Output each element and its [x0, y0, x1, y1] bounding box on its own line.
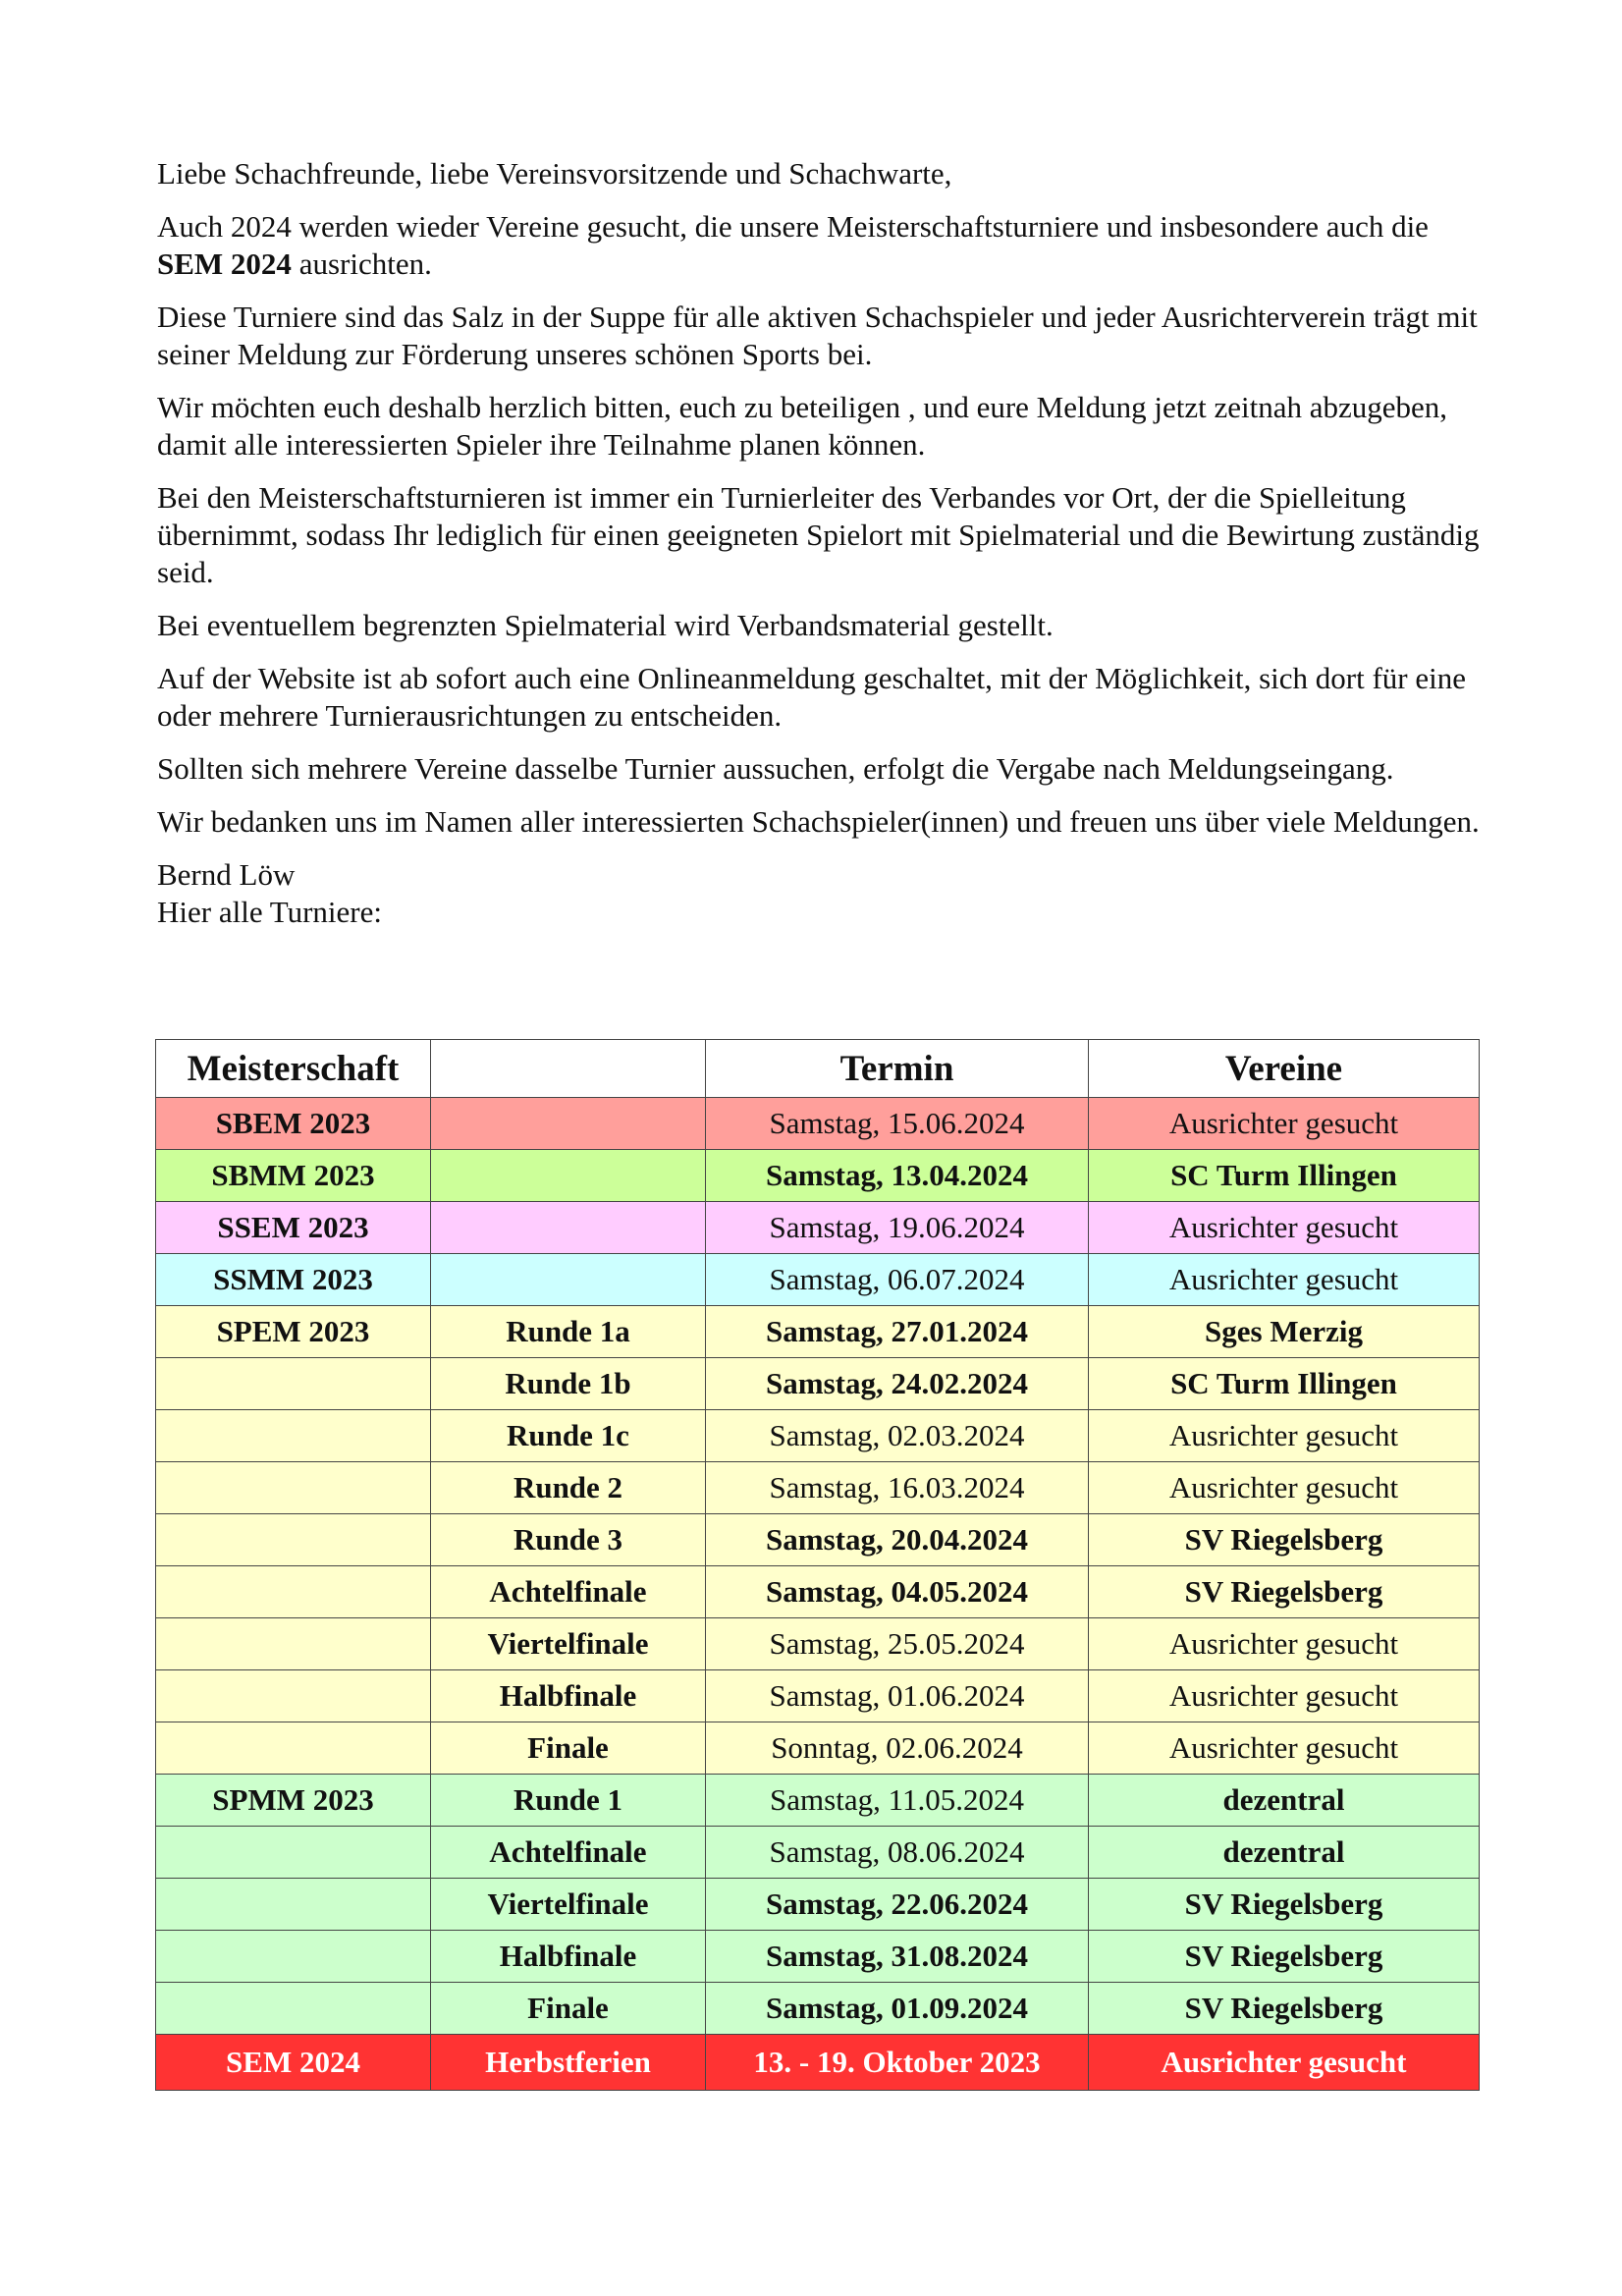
- paragraph-1-bold: SEM 2024: [157, 246, 292, 281]
- table-row: [156, 1358, 1480, 1410]
- table-row: [156, 1618, 1480, 1670]
- cell-runde: Runde 3: [431, 1514, 706, 1566]
- table-row: [156, 1775, 1480, 1827]
- cell-meisterschaft: [156, 1983, 431, 2035]
- cell-termin: Samstag, 31.08.2024: [706, 1931, 1089, 1983]
- cell-verein: Sges Merzig: [1089, 1306, 1480, 1358]
- table-row: [156, 1202, 1480, 1254]
- table-row-highlight: [156, 2035, 1480, 2091]
- cell-verein: SV Riegelsberg: [1089, 1566, 1480, 1618]
- paragraph-1: [157, 208, 1492, 283]
- cell-verein: SV Riegelsberg: [1089, 1931, 1480, 1983]
- cell-runde: [431, 1254, 706, 1306]
- paragraph-5: Bei eventuellem begrenzten Spielmaterial wird Verbandsmaterial gestellt.: [157, 608, 1054, 642]
- cell-termin: Sonntag, 02.06.2024: [706, 1722, 1089, 1775]
- paragraph-1-end: ausrichten.: [291, 246, 432, 281]
- cell-runde: Finale: [431, 1722, 706, 1775]
- cell-verein: Ausrichter gesucht: [1089, 1618, 1480, 1670]
- cell-runde: Achtelfinale: [431, 1827, 706, 1879]
- cell-meisterschaft: [156, 1931, 431, 1983]
- table-row: [156, 1254, 1480, 1306]
- cell-meisterschaft: [156, 1618, 431, 1670]
- cell-termin: Samstag, 16.03.2024: [706, 1462, 1089, 1514]
- letter-body: [157, 155, 1492, 931]
- cell-runde: Finale: [431, 1983, 706, 2035]
- header-vereine: Vereine: [1089, 1040, 1480, 1098]
- cell-runde: Viertelfinale: [431, 1879, 706, 1931]
- cell-verein: SV Riegelsberg: [1089, 1879, 1480, 1931]
- cell-termin: Samstag, 01.09.2024: [706, 1983, 1089, 2035]
- cell-verein: Ausrichter gesucht: [1089, 1722, 1480, 1775]
- table-row: [156, 1410, 1480, 1462]
- cell-verein: Ausrichter gesucht: [1089, 1670, 1480, 1722]
- table-row: [156, 1983, 1480, 2035]
- table-row: [156, 1514, 1480, 1566]
- cell-meisterschaft: [156, 1722, 431, 1775]
- table-row: [156, 1098, 1480, 1150]
- cell-termin: Samstag, 24.02.2024: [706, 1358, 1089, 1410]
- cell-termin: Samstag, 11.05.2024: [706, 1775, 1089, 1827]
- cell-meisterschaft: [156, 1827, 431, 1879]
- cell-meisterschaft: [156, 1566, 431, 1618]
- table-row: [156, 1566, 1480, 1618]
- cell-meisterschaft: SBMM 2023: [156, 1150, 431, 1202]
- table-body: [156, 1098, 1480, 2091]
- cell-termin: Samstag, 20.04.2024: [706, 1514, 1089, 1566]
- table-row: [156, 1722, 1480, 1775]
- table-row: [156, 1827, 1480, 1879]
- cell-verein: dezentral: [1089, 1775, 1480, 1827]
- cell-termin: Samstag, 15.06.2024: [706, 1098, 1089, 1150]
- table-intro: Hier alle Turniere:: [157, 895, 383, 929]
- paragraph-3: Wir möchten euch deshalb herzlich bitten, euch zu beteiligen , und eure Meldung jetzt zeitnah abzugeben, damit alle interessierten Spieler ihre Teilnahme planen können.: [157, 390, 1448, 462]
- cell-meisterschaft: [156, 1514, 431, 1566]
- cell-runde: Runde 1b: [431, 1358, 706, 1410]
- table-row: [156, 1670, 1480, 1722]
- cell-runde: Herbstferien: [431, 2035, 706, 2091]
- cell-meisterschaft: SBEM 2023: [156, 1098, 431, 1150]
- cell-meisterschaft: SEM 2024: [156, 2035, 431, 2091]
- cell-runde: [431, 1098, 706, 1150]
- paragraph-1-start: Auch 2024 werden wieder Vereine gesucht, die unsere Meisterschaftsturniere und insbesondere auch die: [157, 209, 1429, 244]
- cell-termin: Samstag, 04.05.2024: [706, 1566, 1089, 1618]
- cell-runde: Halbfinale: [431, 1670, 706, 1722]
- paragraph-2: Diese Turniere sind das Salz in der Suppe für alle aktiven Schachspieler und jeder Ausrichterverein trägt mit seiner Meldung zur Förderung unseres schönen Sports bei.: [157, 300, 1478, 371]
- cell-meisterschaft: [156, 1410, 431, 1462]
- table-row: [156, 1462, 1480, 1514]
- cell-termin: Samstag, 06.07.2024: [706, 1254, 1089, 1306]
- cell-meisterschaft: [156, 1358, 431, 1410]
- cell-meisterschaft: [156, 1879, 431, 1931]
- cell-verein: Ausrichter gesucht: [1089, 1254, 1480, 1306]
- cell-runde: Achtelfinale: [431, 1566, 706, 1618]
- cell-termin: Samstag, 13.04.2024: [706, 1150, 1089, 1202]
- cell-runde: [431, 1202, 706, 1254]
- cell-meisterschaft: SSMM 2023: [156, 1254, 431, 1306]
- cell-runde: Runde 1a: [431, 1306, 706, 1358]
- paragraph-8: Wir bedanken uns im Namen aller interessierten Schachspieler(innen) und freuen uns über viele Meldungen.: [157, 804, 1480, 839]
- header-termin: Termin: [706, 1040, 1089, 1098]
- cell-termin: Samstag, 27.01.2024: [706, 1306, 1089, 1358]
- greeting: Liebe Schachfreunde, liebe Vereinsvorsitzende und Schachwarte,: [157, 156, 952, 191]
- cell-verein: Ausrichter gesucht: [1089, 1410, 1480, 1462]
- cell-verein: dezentral: [1089, 1827, 1480, 1879]
- cell-verein: Ausrichter gesucht: [1089, 1202, 1480, 1254]
- cell-runde: [431, 1150, 706, 1202]
- cell-runde: Runde 2: [431, 1462, 706, 1514]
- cell-verein: SC Turm Illingen: [1089, 1150, 1480, 1202]
- table-row: [156, 1150, 1480, 1202]
- paragraph-4: Bei den Meisterschaftsturnieren ist immer ein Turnierleiter des Verbandes vor Ort, der die Spielleitung übernimmt, sodass Ihr lediglich für einen geeigneten Spielort mit Spielmaterial und die Bewirtung zuständig seid.: [157, 480, 1480, 589]
- cell-termin: Samstag, 22.06.2024: [706, 1879, 1089, 1931]
- cell-meisterschaft: SPEM 2023: [156, 1306, 431, 1358]
- table-header-row: [156, 1040, 1480, 1098]
- cell-termin: Samstag, 25.05.2024: [706, 1618, 1089, 1670]
- header-meisterschaft: Meisterschaft: [156, 1040, 431, 1098]
- cell-meisterschaft: [156, 1462, 431, 1514]
- paragraph-7: Sollten sich mehrere Vereine dasselbe Turnier aussuchen, erfolgt die Vergabe nach Meldungseingang.: [157, 751, 1394, 786]
- cell-verein: Ausrichter gesucht: [1089, 1098, 1480, 1150]
- signature: Bernd Löw: [157, 857, 296, 892]
- cell-meisterschaft: [156, 1670, 431, 1722]
- cell-termin: Samstag, 08.06.2024: [706, 1827, 1089, 1879]
- cell-runde: Halbfinale: [431, 1931, 706, 1983]
- cell-termin: Samstag, 02.03.2024: [706, 1410, 1089, 1462]
- header-runde: [431, 1040, 706, 1098]
- tournament-table: [155, 1039, 1480, 2091]
- cell-runde: Viertelfinale: [431, 1618, 706, 1670]
- cell-verein: SC Turm Illingen: [1089, 1358, 1480, 1410]
- cell-termin: Samstag, 19.06.2024: [706, 1202, 1089, 1254]
- table-row: [156, 1931, 1480, 1983]
- table-row: [156, 1879, 1480, 1931]
- cell-runde: Runde 1: [431, 1775, 706, 1827]
- paragraph-6: Auf der Website ist ab sofort auch eine Onlineanmeldung geschaltet, mit der Möglichkeit, sich dort für eine oder mehrere Turnierausrichtungen zu entscheiden.: [157, 661, 1466, 733]
- cell-meisterschaft: SPMM 2023: [156, 1775, 431, 1827]
- cell-termin: Samstag, 01.06.2024: [706, 1670, 1089, 1722]
- table-row: [156, 1306, 1480, 1358]
- cell-verein: SV Riegelsberg: [1089, 1514, 1480, 1566]
- cell-verein: Ausrichter gesucht: [1089, 1462, 1480, 1514]
- cell-verein: Ausrichter gesucht: [1089, 2035, 1480, 2091]
- cell-verein: SV Riegelsberg: [1089, 1983, 1480, 2035]
- cell-runde: Runde 1c: [431, 1410, 706, 1462]
- cell-termin: 13. - 19. Oktober 2023: [706, 2035, 1089, 2091]
- cell-meisterschaft: SSEM 2023: [156, 1202, 431, 1254]
